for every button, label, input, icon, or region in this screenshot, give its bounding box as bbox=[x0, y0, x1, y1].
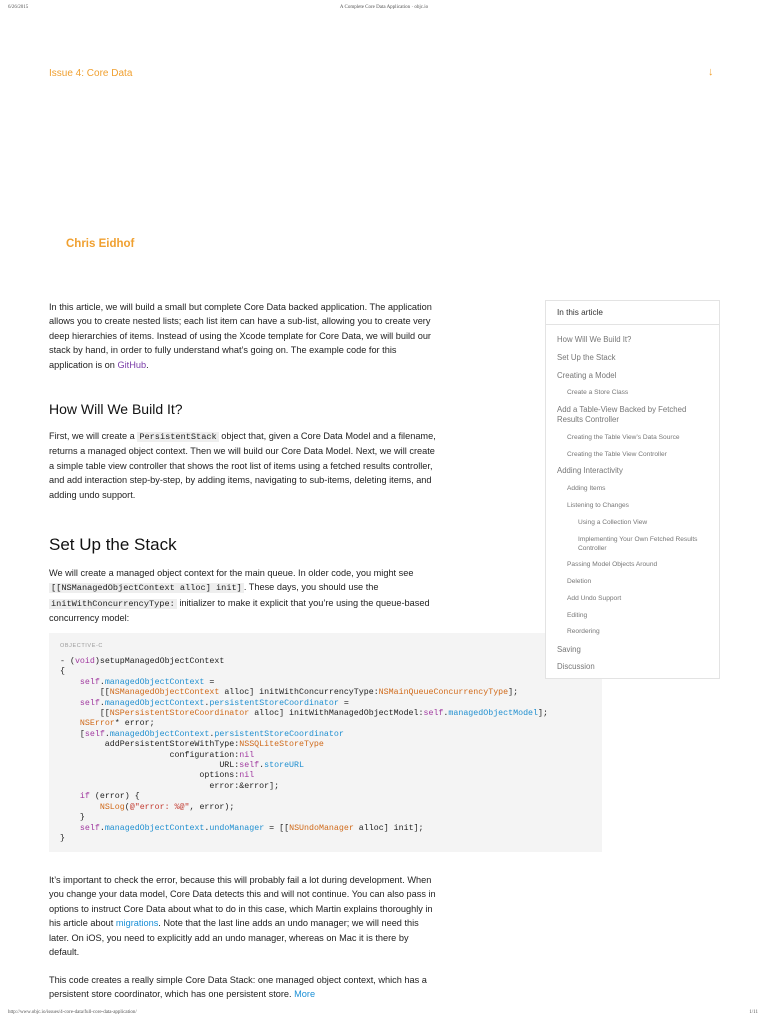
code-line: self.managedObjectContext.persistentStoreCoordinator = bbox=[79, 698, 349, 708]
code-line: [[NSPersistentStoreCoordinator alloc] initWithManagedObjectModel:self.managedObjectModel]; bbox=[60, 709, 548, 719]
toc-item[interactable]: Listening to Changes bbox=[567, 502, 629, 509]
table-of-contents bbox=[545, 300, 720, 679]
code-line: self.managedObjectContext = bbox=[79, 677, 215, 687]
code-language-label: OBJECTIVE-C bbox=[60, 643, 103, 649]
toc-heading: In this article bbox=[546, 301, 719, 325]
toc-item[interactable]: Discussion bbox=[557, 662, 595, 671]
toc-item[interactable]: Creating the Table View’s Data Source bbox=[567, 434, 680, 441]
toc-item[interactable]: Adding Interactivity bbox=[557, 466, 623, 475]
code-line: configuration:nil bbox=[60, 750, 255, 760]
code-line: URL:self.storeURL bbox=[60, 761, 304, 771]
code-line: addPersistentStoreWithType:NSSQLiteStoreType bbox=[60, 740, 324, 750]
toc-item[interactable]: How Will We Build It? bbox=[557, 335, 632, 344]
toc-item[interactable]: Using a Collection View bbox=[578, 519, 648, 526]
toc-item[interactable]: Saving bbox=[557, 645, 581, 654]
toc-item[interactable]: Creating the Table View Controller bbox=[567, 451, 667, 458]
print-header bbox=[0, 5, 768, 15]
code-line: NSError* error; bbox=[79, 719, 155, 729]
code-lines bbox=[60, 657, 548, 844]
print-url: http://www.objc.io/issues/4-core-data/full-core-data-application/ bbox=[8, 1010, 137, 1015]
toc-item[interactable]: Set Up the Stack bbox=[557, 353, 616, 362]
arrow-down-icon[interactable]: ↓ bbox=[708, 66, 714, 78]
github-link[interactable]: GitHub bbox=[117, 359, 147, 370]
issue-link[interactable]: Issue 4: Core Data bbox=[49, 68, 133, 79]
code-line: } bbox=[60, 833, 65, 843]
toc-item[interactable]: Add Undo Support bbox=[567, 595, 622, 602]
more-link[interactable]: More bbox=[294, 989, 316, 1000]
toc-item[interactable]: Adding Items bbox=[567, 485, 606, 492]
how-paragraph: First, we will create a PersistentStack object that, given a Core Data Model and a filename, returns a managed object context. Then we will build our Core Data Model. Next, we will create a simple table view controller that shows the root list of items using a fetched results controller, and add interaction step-by-step, by adding items, navigating to sub-items, deleting items, and adding undo support. bbox=[49, 431, 436, 500]
migrations-link[interactable]: migrations bbox=[115, 918, 159, 929]
inline-code: initWithConcurrencyType: bbox=[51, 598, 175, 609]
print-date: 6/26/2015 bbox=[8, 5, 29, 10]
code-line: } bbox=[60, 813, 85, 823]
section-heading-how: How Will We Build It? bbox=[49, 401, 183, 417]
section-heading-setup: Set Up the Stack bbox=[49, 535, 177, 554]
code-line: if (error) { bbox=[79, 792, 140, 802]
author-name[interactable]: Chris Eidhof bbox=[66, 238, 135, 250]
error-paragraph: It’s important to check the error, because this will probably fail a lot during development. When you change your data model, Core Data detects this and will not continue. You can also pass in options to instruct Core Data about what to do in this case, which Martin explains thoroughly in his article about migrations. Note that the last line adds an undo manager; we will need this later. On iOS, you need to explicitly add an undo manager, whereas on Mac it is there by default. bbox=[49, 875, 436, 958]
print-page-title: A Complete Core Data Application · objc.io bbox=[339, 5, 429, 10]
toc-item[interactable]: Passing Model Objects Around bbox=[567, 561, 658, 568]
code-line: - (void)setupManagedObjectContext bbox=[60, 657, 225, 666]
print-footer bbox=[0, 1010, 768, 1020]
toc-item[interactable]: Create a Store Class bbox=[567, 389, 629, 396]
code-line: options:nil bbox=[60, 771, 255, 781]
setup-paragraph: We will create a managed object context for the main queue. In older code, you might see [[NSManagedObjectContext alloc] init] . These days, you should use the initWithConcurrencyType: initializer to make it explicit that you’re using the queue-based concurrency model: bbox=[49, 568, 430, 624]
code-line: NSLog(@"error: %@", error); bbox=[99, 802, 235, 812]
toc-item[interactable]: Deletion bbox=[567, 578, 592, 585]
inline-code: [[NSManagedObjectContext alloc] init] bbox=[51, 583, 242, 594]
code-block bbox=[49, 633, 602, 852]
stack-paragraph: This code creates a really simple Core Data Stack: one managed object context, which has a persistent store coordinator, which has one persistent store. More bbox=[49, 975, 427, 1000]
code-line: { bbox=[60, 667, 65, 677]
toc-item[interactable]: Editing bbox=[567, 612, 588, 619]
toc-item[interactable]: Add a Table-View Backed by Fetched Results Controller bbox=[557, 405, 687, 424]
print-page-number: 1/11 bbox=[749, 1010, 758, 1015]
inline-code: PersistentStack bbox=[139, 432, 217, 442]
code-line: [self.managedObjectContext.persistentStoreCoordinator bbox=[60, 729, 344, 739]
intro-paragraph: In this article, we will build a small but complete Core Data backed application. The application allows you to create nested lists; each list item can have a sub-list, allowing you to create very deep hierarchies of items. Instead of using the Xcode template for Core Data, we will build our stack by hand, in order to fully understand what’s going on. The example code for this application is on GitHub. bbox=[49, 302, 432, 370]
toc-item[interactable]: Implementing Your Own Fetched Results Controller bbox=[578, 536, 698, 552]
toc-item[interactable]: Reordering bbox=[567, 628, 600, 635]
code-line: self.managedObjectContext.undoManager = [[NSUndoManager alloc] init]; bbox=[79, 823, 424, 833]
code-line: [[NSManagedObjectContext alloc] initWithConcurrencyType:NSMainQueueConcurrencyType]; bbox=[60, 688, 519, 698]
code-line: error:&error]; bbox=[60, 781, 280, 791]
toc-item[interactable]: Creating a Model bbox=[557, 371, 617, 380]
